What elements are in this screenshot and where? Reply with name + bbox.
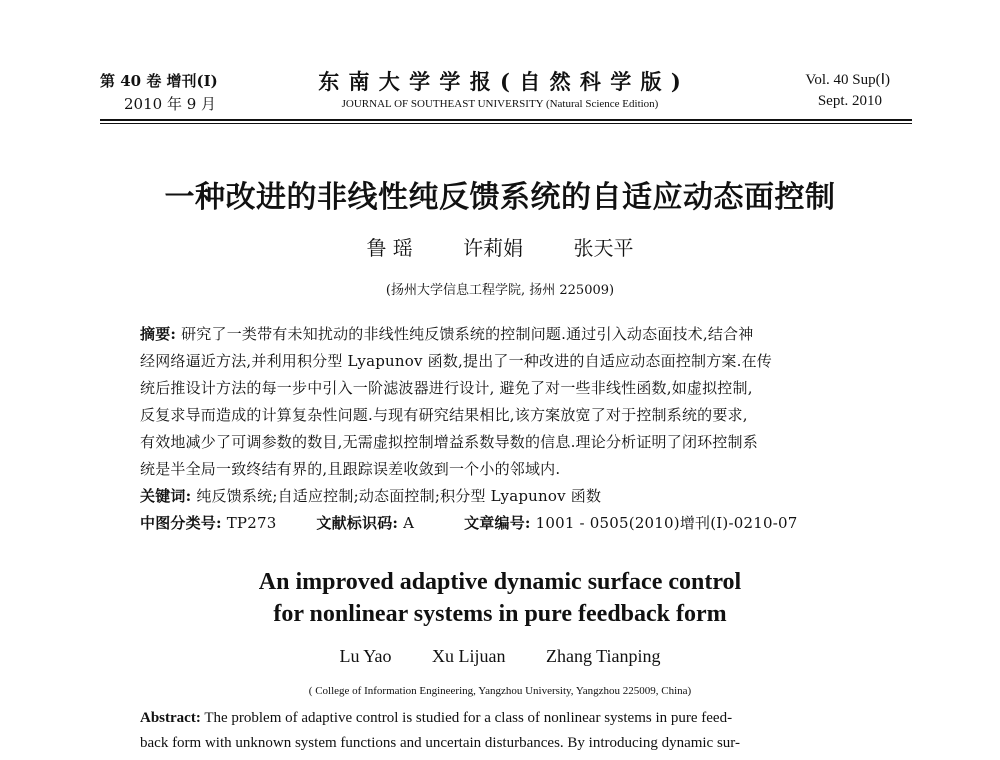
abstract-cn-line: 统后推设计方法的每一步中引入一阶滤波器进行设计, 避免了对一些非线性函数,如虚拟控制, xyxy=(140,379,753,397)
paper-title-en-line1: An improved adaptive dynamic surface control xyxy=(258,569,742,595)
affiliation-en: ( College of Information Engineering, Yangzhou University, Yangzhou 225009, China) xyxy=(308,685,692,697)
volume-cn: 第 40 卷 增刊(Ⅰ) xyxy=(100,72,218,90)
abstract-cn-line: 统是半全局一致终结有界的,且跟踪误差收敛到一个小的邻域内. xyxy=(140,460,561,478)
doc-code-label: 文献标识码: xyxy=(316,514,399,532)
abstract-cn-text: 研究了一类带有未知扰动的非线性纯反馈系统的控制问题.通过引入动态面技术,结合神 xyxy=(181,325,754,343)
keywords-text-cn: 纯反馈系统;自适应控制;动态面控制;积分型 Lyapunov 函数 xyxy=(196,487,602,505)
author-en: Zhang Tianping xyxy=(546,646,661,666)
abstract-label-en: Abstract: xyxy=(140,710,201,726)
date-en: Sept. 2010 xyxy=(817,93,882,109)
author-cn: 鲁 瑶 xyxy=(366,236,413,260)
journal-name-en: JOURNAL OF SOUTHEAST UNIVERSITY (Natural Science Edition) xyxy=(341,98,659,110)
doc-code-value: A xyxy=(403,514,415,532)
volume-en: Vol. 40 Sup(Ⅰ) xyxy=(805,72,890,88)
abstract-label-cn: 摘要: xyxy=(140,325,177,343)
abstract-en-line: back form with unknown system functions and uncertain disturbances. By introducing dynamic sur- xyxy=(140,735,740,751)
abstract-cn-line: 经网络逼近方法,并利用积分型 Lyapunov 函数,提出了一种改进的自适应动态面控制方案.在传 xyxy=(140,352,772,370)
clc-label: 中图分类号: xyxy=(140,514,222,532)
date-cn: 2010 年 9 月 xyxy=(124,95,217,113)
abstract-cn-line: 反复求导而造成的计算复杂性问题.与现有研究结果相比,该方案放宽了对于控制系统的要求, xyxy=(140,406,748,424)
affiliation-cn: (扬州大学信息工程学院, 扬州 225009) xyxy=(385,283,615,298)
author-cn: 许莉娟 xyxy=(463,236,524,260)
classification-line xyxy=(140,512,797,533)
clc-value: TP273 xyxy=(226,514,277,532)
author-en: Xu Lijuan xyxy=(432,646,506,666)
article-no-label: 文章编号: xyxy=(464,514,531,532)
author-cn: 张天平 xyxy=(573,236,634,260)
article-no-value: 1001 - 0505(2010)增刊(Ⅰ)-0210-07 xyxy=(535,514,798,532)
authors-en xyxy=(0,646,1000,667)
paper-title-en-line2: for nonlinear systems in pure feedback form xyxy=(273,601,727,627)
author-en: Lu Yao xyxy=(339,646,392,666)
paper-title-cn: 一种改进的非线性纯反馈系统的自适应动态面控制 xyxy=(164,180,836,215)
header-rule-top xyxy=(100,119,912,121)
authors-cn xyxy=(0,232,1000,261)
abstract-en-line xyxy=(140,710,732,727)
abstract-en-text: The problem of adaptive control is studied for a class of nonlinear systems in pure feed- xyxy=(204,710,733,726)
keywords-label-cn: 关键词: xyxy=(140,487,192,505)
journal-name-cn: 东 南 大 学 学 报 ( 自 然 科 学 版 ) xyxy=(318,69,682,94)
abstract-cn-line xyxy=(140,323,753,344)
header-rule-bottom xyxy=(100,123,912,124)
keywords-cn xyxy=(140,485,601,506)
abstract-cn-line: 有效地减少了可调参数的数目,无需虚拟控制增益系数导数的信息.理论分析证明了闭环控制系 xyxy=(140,433,758,451)
